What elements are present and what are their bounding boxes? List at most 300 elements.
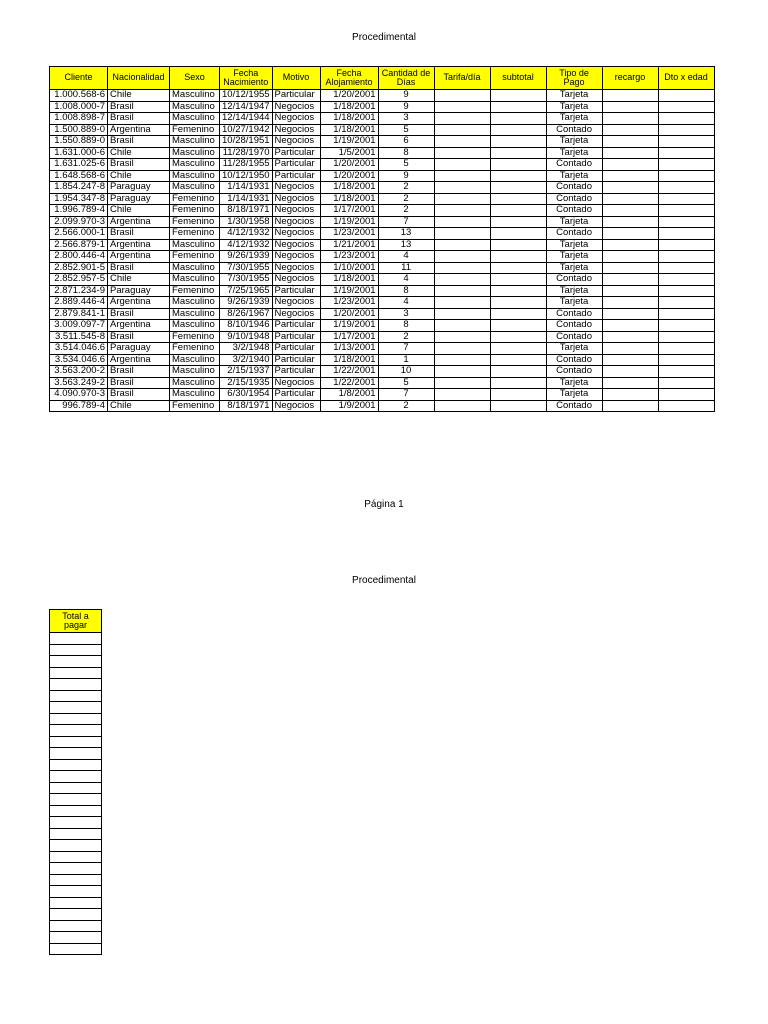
cell-total-a-pagar[interactable]: [50, 794, 102, 806]
cell-fecha-nacimiento[interactable]: 1/14/1931: [220, 193, 273, 205]
cell-tipo-pago[interactable]: Tarjeta: [546, 377, 602, 389]
cell-tarifa-dia[interactable]: [434, 343, 490, 355]
cell-fecha-nacimiento[interactable]: 8/10/1946: [220, 320, 273, 332]
cell-fecha-nacimiento[interactable]: 1/14/1931: [220, 182, 273, 194]
cell-fecha-alojamiento[interactable]: 1/19/2001: [320, 320, 378, 332]
cell-dto-edad[interactable]: [658, 90, 714, 102]
cell-motivo[interactable]: Negocios: [272, 251, 320, 263]
cell-total-a-pagar[interactable]: [50, 851, 102, 863]
cell-fecha-alojamiento[interactable]: 1/8/2001: [320, 389, 378, 401]
cell-nacionalidad[interactable]: Brasil: [108, 308, 170, 320]
cell-fecha-nacimiento[interactable]: 3/2/1948: [220, 343, 273, 355]
cell-cantidad-dias[interactable]: 3: [378, 113, 434, 125]
cell-cliente[interactable]: 2.566.879-1: [50, 239, 108, 251]
cell-sexo[interactable]: Masculino: [170, 147, 220, 159]
cell-total-a-pagar[interactable]: [50, 748, 102, 760]
cell-cantidad-dias[interactable]: 11: [378, 262, 434, 274]
cell-sexo[interactable]: Femenino: [170, 205, 220, 217]
cell-tipo-pago[interactable]: Tarjeta: [546, 101, 602, 113]
cell-subtotal[interactable]: [490, 170, 546, 182]
cell-tarifa-dia[interactable]: [434, 216, 490, 228]
cell-recargo[interactable]: [602, 182, 658, 194]
cell-subtotal[interactable]: [490, 377, 546, 389]
cell-tarifa-dia[interactable]: [434, 205, 490, 217]
cell-recargo[interactable]: [602, 101, 658, 113]
cell-tipo-pago[interactable]: Contado: [546, 182, 602, 194]
cell-fecha-nacimiento[interactable]: 7/25/1965: [220, 285, 273, 297]
cell-tarifa-dia[interactable]: [434, 274, 490, 286]
cell-dto-edad[interactable]: [658, 170, 714, 182]
cell-subtotal[interactable]: [490, 113, 546, 125]
cell-sexo[interactable]: Masculino: [170, 308, 220, 320]
cell-tipo-pago[interactable]: Tarjeta: [546, 90, 602, 102]
cell-subtotal[interactable]: [490, 147, 546, 159]
cell-sexo[interactable]: Masculino: [170, 262, 220, 274]
cell-dto-edad[interactable]: [658, 389, 714, 401]
cell-nacionalidad[interactable]: Brasil: [108, 136, 170, 148]
cell-cliente[interactable]: 3.511.545-8: [50, 331, 108, 343]
cell-fecha-nacimiento[interactable]: 12/14/1947: [220, 101, 273, 113]
cell-fecha-alojamiento[interactable]: 1/22/2001: [320, 366, 378, 378]
cell-cantidad-dias[interactable]: 4: [378, 274, 434, 286]
cell-dto-edad[interactable]: [658, 331, 714, 343]
cell-recargo[interactable]: [602, 124, 658, 136]
cell-cliente[interactable]: 2.566.000-1: [50, 228, 108, 240]
cell-tipo-pago[interactable]: Tarjeta: [546, 297, 602, 309]
cell-sexo[interactable]: Masculino: [170, 113, 220, 125]
cell-sexo[interactable]: Masculino: [170, 136, 220, 148]
cell-cantidad-dias[interactable]: 13: [378, 228, 434, 240]
cell-subtotal[interactable]: [490, 216, 546, 228]
cell-recargo[interactable]: [602, 331, 658, 343]
cell-nacionalidad[interactable]: Argentina: [108, 320, 170, 332]
cell-nacionalidad[interactable]: Argentina: [108, 216, 170, 228]
cell-motivo[interactable]: Negocios: [272, 182, 320, 194]
cell-tipo-pago[interactable]: Tarjeta: [546, 147, 602, 159]
cell-sexo[interactable]: Femenino: [170, 228, 220, 240]
cell-recargo[interactable]: [602, 262, 658, 274]
cell-cliente[interactable]: 1.631.000-6: [50, 147, 108, 159]
cell-recargo[interactable]: [602, 239, 658, 251]
cell-total-a-pagar[interactable]: [50, 736, 102, 748]
cell-nacionalidad[interactable]: Chile: [108, 147, 170, 159]
cell-dto-edad[interactable]: [658, 343, 714, 355]
cell-tarifa-dia[interactable]: [434, 147, 490, 159]
cell-tipo-pago[interactable]: Contado: [546, 274, 602, 286]
cell-cliente[interactable]: 1.631.025-6: [50, 159, 108, 171]
cell-recargo[interactable]: [602, 274, 658, 286]
cell-tipo-pago[interactable]: Contado: [546, 331, 602, 343]
cell-tipo-pago[interactable]: Contado: [546, 205, 602, 217]
cell-total-a-pagar[interactable]: [50, 897, 102, 909]
cell-motivo[interactable]: Negocios: [272, 228, 320, 240]
cell-sexo[interactable]: Masculino: [170, 354, 220, 366]
cell-sexo[interactable]: Femenino: [170, 251, 220, 263]
cell-sexo[interactable]: Masculino: [170, 377, 220, 389]
cell-tipo-pago[interactable]: Contado: [546, 124, 602, 136]
cell-fecha-alojamiento[interactable]: 1/20/2001: [320, 159, 378, 171]
cell-fecha-nacimiento[interactable]: 9/26/1939: [220, 297, 273, 309]
cell-fecha-alojamiento[interactable]: 1/18/2001: [320, 124, 378, 136]
cell-fecha-alojamiento[interactable]: 1/23/2001: [320, 251, 378, 263]
cell-dto-edad[interactable]: [658, 147, 714, 159]
cell-tarifa-dia[interactable]: [434, 320, 490, 332]
cell-motivo[interactable]: Particular: [272, 331, 320, 343]
cell-sexo[interactable]: Femenino: [170, 193, 220, 205]
cell-motivo[interactable]: Particular: [272, 90, 320, 102]
cell-motivo[interactable]: Particular: [272, 147, 320, 159]
cell-fecha-nacimiento[interactable]: 8/26/1967: [220, 308, 273, 320]
cell-cantidad-dias[interactable]: 10: [378, 366, 434, 378]
cell-cantidad-dias[interactable]: 8: [378, 320, 434, 332]
cell-cantidad-dias[interactable]: 2: [378, 182, 434, 194]
cell-cliente[interactable]: 4.090.970-3: [50, 389, 108, 401]
cell-total-a-pagar[interactable]: [50, 725, 102, 737]
cell-subtotal[interactable]: [490, 239, 546, 251]
cell-subtotal[interactable]: [490, 90, 546, 102]
cell-motivo[interactable]: Negocios: [272, 205, 320, 217]
cell-cliente[interactable]: 1.954.347-8: [50, 193, 108, 205]
cell-tipo-pago[interactable]: Tarjeta: [546, 216, 602, 228]
cell-nacionalidad[interactable]: Argentina: [108, 354, 170, 366]
cell-recargo[interactable]: [602, 389, 658, 401]
cell-dto-edad[interactable]: [658, 400, 714, 412]
cell-fecha-alojamiento[interactable]: 1/18/2001: [320, 274, 378, 286]
cell-total-a-pagar[interactable]: [50, 667, 102, 679]
cell-fecha-alojamiento[interactable]: 1/18/2001: [320, 101, 378, 113]
cell-recargo[interactable]: [602, 113, 658, 125]
cell-cliente[interactable]: 1.550.889-0: [50, 136, 108, 148]
cell-tipo-pago[interactable]: Tarjeta: [546, 251, 602, 263]
cell-dto-edad[interactable]: [658, 193, 714, 205]
cell-nacionalidad[interactable]: Paraguay: [108, 285, 170, 297]
cell-fecha-nacimiento[interactable]: 4/12/1932: [220, 239, 273, 251]
cell-sexo[interactable]: Masculino: [170, 239, 220, 251]
cell-fecha-nacimiento[interactable]: 6/30/1954: [220, 389, 273, 401]
cell-subtotal[interactable]: [490, 331, 546, 343]
cell-nacionalidad[interactable]: Chile: [108, 170, 170, 182]
cell-sexo[interactable]: Masculino: [170, 274, 220, 286]
cell-total-a-pagar[interactable]: [50, 771, 102, 783]
cell-recargo[interactable]: [602, 251, 658, 263]
cell-nacionalidad[interactable]: Brasil: [108, 113, 170, 125]
cell-motivo[interactable]: Negocios: [272, 308, 320, 320]
cell-fecha-alojamiento[interactable]: 1/22/2001: [320, 377, 378, 389]
cell-total-a-pagar[interactable]: [50, 633, 102, 645]
cell-motivo[interactable]: Negocios: [272, 297, 320, 309]
cell-dto-edad[interactable]: [658, 320, 714, 332]
cell-fecha-nacimiento[interactable]: 1/30/1958: [220, 216, 273, 228]
cell-fecha-nacimiento[interactable]: 3/2/1940: [220, 354, 273, 366]
cell-total-a-pagar[interactable]: [50, 702, 102, 714]
cell-subtotal[interactable]: [490, 228, 546, 240]
cell-fecha-alojamiento[interactable]: 1/5/2001: [320, 147, 378, 159]
cell-cliente[interactable]: 3.534.046.6: [50, 354, 108, 366]
cell-dto-edad[interactable]: [658, 274, 714, 286]
cell-tarifa-dia[interactable]: [434, 308, 490, 320]
cell-cliente[interactable]: 3.514.046.6: [50, 343, 108, 355]
cell-nacionalidad[interactable]: Argentina: [108, 251, 170, 263]
cell-fecha-nacimiento[interactable]: 11/28/1970: [220, 147, 273, 159]
cell-motivo[interactable]: Particular: [272, 389, 320, 401]
cell-tarifa-dia[interactable]: [434, 285, 490, 297]
cell-tarifa-dia[interactable]: [434, 136, 490, 148]
cell-recargo[interactable]: [602, 228, 658, 240]
cell-nacionalidad[interactable]: Chile: [108, 205, 170, 217]
cell-subtotal[interactable]: [490, 354, 546, 366]
cell-dto-edad[interactable]: [658, 262, 714, 274]
cell-sexo[interactable]: Masculino: [170, 366, 220, 378]
cell-nacionalidad[interactable]: Argentina: [108, 124, 170, 136]
cell-recargo[interactable]: [602, 297, 658, 309]
cell-recargo[interactable]: [602, 159, 658, 171]
cell-dto-edad[interactable]: [658, 159, 714, 171]
cell-fecha-nacimiento[interactable]: 2/15/1935: [220, 377, 273, 389]
cell-nacionalidad[interactable]: Brasil: [108, 159, 170, 171]
cell-subtotal[interactable]: [490, 205, 546, 217]
cell-motivo[interactable]: Particular: [272, 170, 320, 182]
cell-dto-edad[interactable]: [658, 377, 714, 389]
cell-tarifa-dia[interactable]: [434, 182, 490, 194]
cell-cantidad-dias[interactable]: 2: [378, 400, 434, 412]
cell-tarifa-dia[interactable]: [434, 124, 490, 136]
cell-tarifa-dia[interactable]: [434, 170, 490, 182]
cell-sexo[interactable]: Masculino: [170, 389, 220, 401]
cell-motivo[interactable]: Negocios: [272, 113, 320, 125]
cell-fecha-alojamiento[interactable]: 1/9/2001: [320, 400, 378, 412]
cell-total-a-pagar[interactable]: [50, 805, 102, 817]
cell-fecha-nacimiento[interactable]: 10/12/1950: [220, 170, 273, 182]
cell-dto-edad[interactable]: [658, 101, 714, 113]
cell-fecha-alojamiento[interactable]: 1/19/2001: [320, 216, 378, 228]
cell-cliente[interactable]: 3.563.249-2: [50, 377, 108, 389]
cell-subtotal[interactable]: [490, 274, 546, 286]
cell-tarifa-dia[interactable]: [434, 101, 490, 113]
cell-tipo-pago[interactable]: Tarjeta: [546, 170, 602, 182]
cell-cantidad-dias[interactable]: 8: [378, 285, 434, 297]
cell-cliente[interactable]: 1.996.789-4: [50, 205, 108, 217]
cell-subtotal[interactable]: [490, 285, 546, 297]
cell-motivo[interactable]: Particular: [272, 343, 320, 355]
cell-fecha-nacimiento[interactable]: 11/28/1955: [220, 159, 273, 171]
cell-fecha-alojamiento[interactable]: 1/18/2001: [320, 193, 378, 205]
cell-cantidad-dias[interactable]: 5: [378, 124, 434, 136]
cell-fecha-alojamiento[interactable]: 1/18/2001: [320, 182, 378, 194]
cell-nacionalidad[interactable]: Chile: [108, 90, 170, 102]
cell-cliente[interactable]: 1.648.568-6: [50, 170, 108, 182]
cell-dto-edad[interactable]: [658, 228, 714, 240]
cell-cliente[interactable]: 2.879.841-1: [50, 308, 108, 320]
cell-total-a-pagar[interactable]: [50, 828, 102, 840]
cell-cantidad-dias[interactable]: 4: [378, 251, 434, 263]
cell-nacionalidad[interactable]: Brasil: [108, 366, 170, 378]
cell-cantidad-dias[interactable]: 5: [378, 159, 434, 171]
cell-subtotal[interactable]: [490, 308, 546, 320]
cell-sexo[interactable]: Masculino: [170, 159, 220, 171]
cell-fecha-nacimiento[interactable]: 12/14/1944: [220, 113, 273, 125]
cell-tarifa-dia[interactable]: [434, 251, 490, 263]
cell-tarifa-dia[interactable]: [434, 228, 490, 240]
cell-tarifa-dia[interactable]: [434, 377, 490, 389]
cell-recargo[interactable]: [602, 285, 658, 297]
cell-cantidad-dias[interactable]: 9: [378, 101, 434, 113]
cell-fecha-alojamiento[interactable]: 1/19/2001: [320, 136, 378, 148]
cell-tarifa-dia[interactable]: [434, 297, 490, 309]
cell-total-a-pagar[interactable]: [50, 690, 102, 702]
cell-sexo[interactable]: Femenino: [170, 331, 220, 343]
cell-sexo[interactable]: Masculino: [170, 101, 220, 113]
cell-cantidad-dias[interactable]: 4: [378, 297, 434, 309]
cell-sexo[interactable]: Masculino: [170, 320, 220, 332]
cell-subtotal[interactable]: [490, 366, 546, 378]
cell-cantidad-dias[interactable]: 6: [378, 136, 434, 148]
cell-fecha-alojamiento[interactable]: 1/23/2001: [320, 228, 378, 240]
cell-tipo-pago[interactable]: Tarjeta: [546, 343, 602, 355]
cell-dto-edad[interactable]: [658, 136, 714, 148]
cell-nacionalidad[interactable]: Chile: [108, 274, 170, 286]
cell-cantidad-dias[interactable]: 5: [378, 377, 434, 389]
cell-tipo-pago[interactable]: Contado: [546, 366, 602, 378]
cell-nacionalidad[interactable]: Brasil: [108, 389, 170, 401]
cell-cliente[interactable]: 1.500.889-0: [50, 124, 108, 136]
cell-tarifa-dia[interactable]: [434, 113, 490, 125]
cell-total-a-pagar[interactable]: [50, 932, 102, 944]
cell-cliente[interactable]: 2.889.446-4: [50, 297, 108, 309]
cell-dto-edad[interactable]: [658, 366, 714, 378]
cell-subtotal[interactable]: [490, 343, 546, 355]
cell-cantidad-dias[interactable]: 1: [378, 354, 434, 366]
cell-motivo[interactable]: Particular: [272, 159, 320, 171]
cell-cliente[interactable]: 2.871.234-9: [50, 285, 108, 297]
cell-total-a-pagar[interactable]: [50, 920, 102, 932]
cell-motivo[interactable]: Particular: [272, 366, 320, 378]
cell-fecha-alojamiento[interactable]: 1/23/2001: [320, 297, 378, 309]
cell-tarifa-dia[interactable]: [434, 90, 490, 102]
cell-dto-edad[interactable]: [658, 354, 714, 366]
cell-tarifa-dia[interactable]: [434, 400, 490, 412]
cell-sexo[interactable]: Masculino: [170, 90, 220, 102]
cell-sexo[interactable]: Masculino: [170, 170, 220, 182]
cell-total-a-pagar[interactable]: [50, 679, 102, 691]
cell-cantidad-dias[interactable]: 3: [378, 308, 434, 320]
cell-fecha-alojamiento[interactable]: 1/18/2001: [320, 354, 378, 366]
cell-cantidad-dias[interactable]: 8: [378, 147, 434, 159]
cell-cantidad-dias[interactable]: 7: [378, 216, 434, 228]
cell-fecha-nacimiento[interactable]: 7/30/1955: [220, 262, 273, 274]
cell-cantidad-dias[interactable]: 13: [378, 239, 434, 251]
cell-tipo-pago[interactable]: Contado: [546, 354, 602, 366]
cell-total-a-pagar[interactable]: [50, 644, 102, 656]
cell-motivo[interactable]: Particular: [272, 285, 320, 297]
cell-dto-edad[interactable]: [658, 124, 714, 136]
cell-fecha-nacimiento[interactable]: 10/28/1951: [220, 136, 273, 148]
cell-cliente[interactable]: 996.789-4: [50, 400, 108, 412]
cell-recargo[interactable]: [602, 205, 658, 217]
cell-total-a-pagar[interactable]: [50, 840, 102, 852]
cell-cliente[interactable]: 3.563.200-2: [50, 366, 108, 378]
cell-recargo[interactable]: [602, 343, 658, 355]
cell-dto-edad[interactable]: [658, 308, 714, 320]
cell-motivo[interactable]: Negocios: [272, 400, 320, 412]
cell-nacionalidad[interactable]: Paraguay: [108, 193, 170, 205]
cell-sexo[interactable]: Femenino: [170, 343, 220, 355]
cell-cliente[interactable]: 2.852.957-5: [50, 274, 108, 286]
cell-tipo-pago[interactable]: Tarjeta: [546, 239, 602, 251]
cell-fecha-nacimiento[interactable]: 8/18/1971: [220, 400, 273, 412]
cell-motivo[interactable]: Negocios: [272, 239, 320, 251]
cell-cantidad-dias[interactable]: 7: [378, 343, 434, 355]
cell-recargo[interactable]: [602, 136, 658, 148]
cell-tarifa-dia[interactable]: [434, 389, 490, 401]
cell-tipo-pago[interactable]: Contado: [546, 193, 602, 205]
cell-tarifa-dia[interactable]: [434, 239, 490, 251]
cell-tarifa-dia[interactable]: [434, 262, 490, 274]
cell-motivo[interactable]: Negocios: [272, 101, 320, 113]
cell-subtotal[interactable]: [490, 320, 546, 332]
cell-tarifa-dia[interactable]: [434, 366, 490, 378]
cell-sexo[interactable]: Masculino: [170, 297, 220, 309]
cell-cliente[interactable]: 2.852.901-5: [50, 262, 108, 274]
cell-tipo-pago[interactable]: Contado: [546, 308, 602, 320]
cell-fecha-alojamiento[interactable]: 1/20/2001: [320, 170, 378, 182]
cell-nacionalidad[interactable]: Brasil: [108, 331, 170, 343]
cell-nacionalidad[interactable]: Chile: [108, 400, 170, 412]
cell-subtotal[interactable]: [490, 400, 546, 412]
cell-motivo[interactable]: Negocios: [272, 274, 320, 286]
cell-motivo[interactable]: Negocios: [272, 377, 320, 389]
cell-fecha-nacimiento[interactable]: 7/30/1955: [220, 274, 273, 286]
cell-total-a-pagar[interactable]: [50, 759, 102, 771]
cell-dto-edad[interactable]: [658, 205, 714, 217]
cell-fecha-nacimiento[interactable]: 4/12/1932: [220, 228, 273, 240]
cell-motivo[interactable]: Negocios: [272, 262, 320, 274]
cell-fecha-alojamiento[interactable]: 1/17/2001: [320, 331, 378, 343]
cell-cantidad-dias[interactable]: 2: [378, 193, 434, 205]
cell-fecha-alojamiento[interactable]: 1/17/2001: [320, 205, 378, 217]
cell-fecha-alojamiento[interactable]: 1/18/2001: [320, 113, 378, 125]
cell-motivo[interactable]: Particular: [272, 320, 320, 332]
cell-tipo-pago[interactable]: Tarjeta: [546, 285, 602, 297]
cell-fecha-nacimiento[interactable]: 10/27/1942: [220, 124, 273, 136]
cell-fecha-alojamiento[interactable]: 1/20/2001: [320, 308, 378, 320]
cell-recargo[interactable]: [602, 147, 658, 159]
cell-total-a-pagar[interactable]: [50, 782, 102, 794]
cell-fecha-nacimiento[interactable]: 10/12/1955: [220, 90, 273, 102]
cell-tarifa-dia[interactable]: [434, 354, 490, 366]
cell-fecha-alojamiento[interactable]: 1/13/2001: [320, 343, 378, 355]
cell-motivo[interactable]: Negocios: [272, 124, 320, 136]
cell-cliente[interactable]: 2.800.446-4: [50, 251, 108, 263]
cell-tipo-pago[interactable]: Contado: [546, 320, 602, 332]
cell-subtotal[interactable]: [490, 193, 546, 205]
cell-cliente[interactable]: 1.008.000-7: [50, 101, 108, 113]
cell-subtotal[interactable]: [490, 136, 546, 148]
cell-motivo[interactable]: Negocios: [272, 216, 320, 228]
cell-total-a-pagar[interactable]: [50, 863, 102, 875]
cell-fecha-nacimiento[interactable]: 9/10/1948: [220, 331, 273, 343]
cell-nacionalidad[interactable]: Brasil: [108, 377, 170, 389]
cell-tarifa-dia[interactable]: [434, 193, 490, 205]
cell-fecha-alojamiento[interactable]: 1/21/2001: [320, 239, 378, 251]
cell-total-a-pagar[interactable]: [50, 909, 102, 921]
cell-subtotal[interactable]: [490, 101, 546, 113]
cell-total-a-pagar[interactable]: [50, 817, 102, 829]
cell-cantidad-dias[interactable]: 7: [378, 389, 434, 401]
cell-total-a-pagar[interactable]: [50, 656, 102, 668]
cell-cantidad-dias[interactable]: 9: [378, 170, 434, 182]
cell-nacionalidad[interactable]: Paraguay: [108, 182, 170, 194]
cell-nacionalidad[interactable]: Brasil: [108, 262, 170, 274]
